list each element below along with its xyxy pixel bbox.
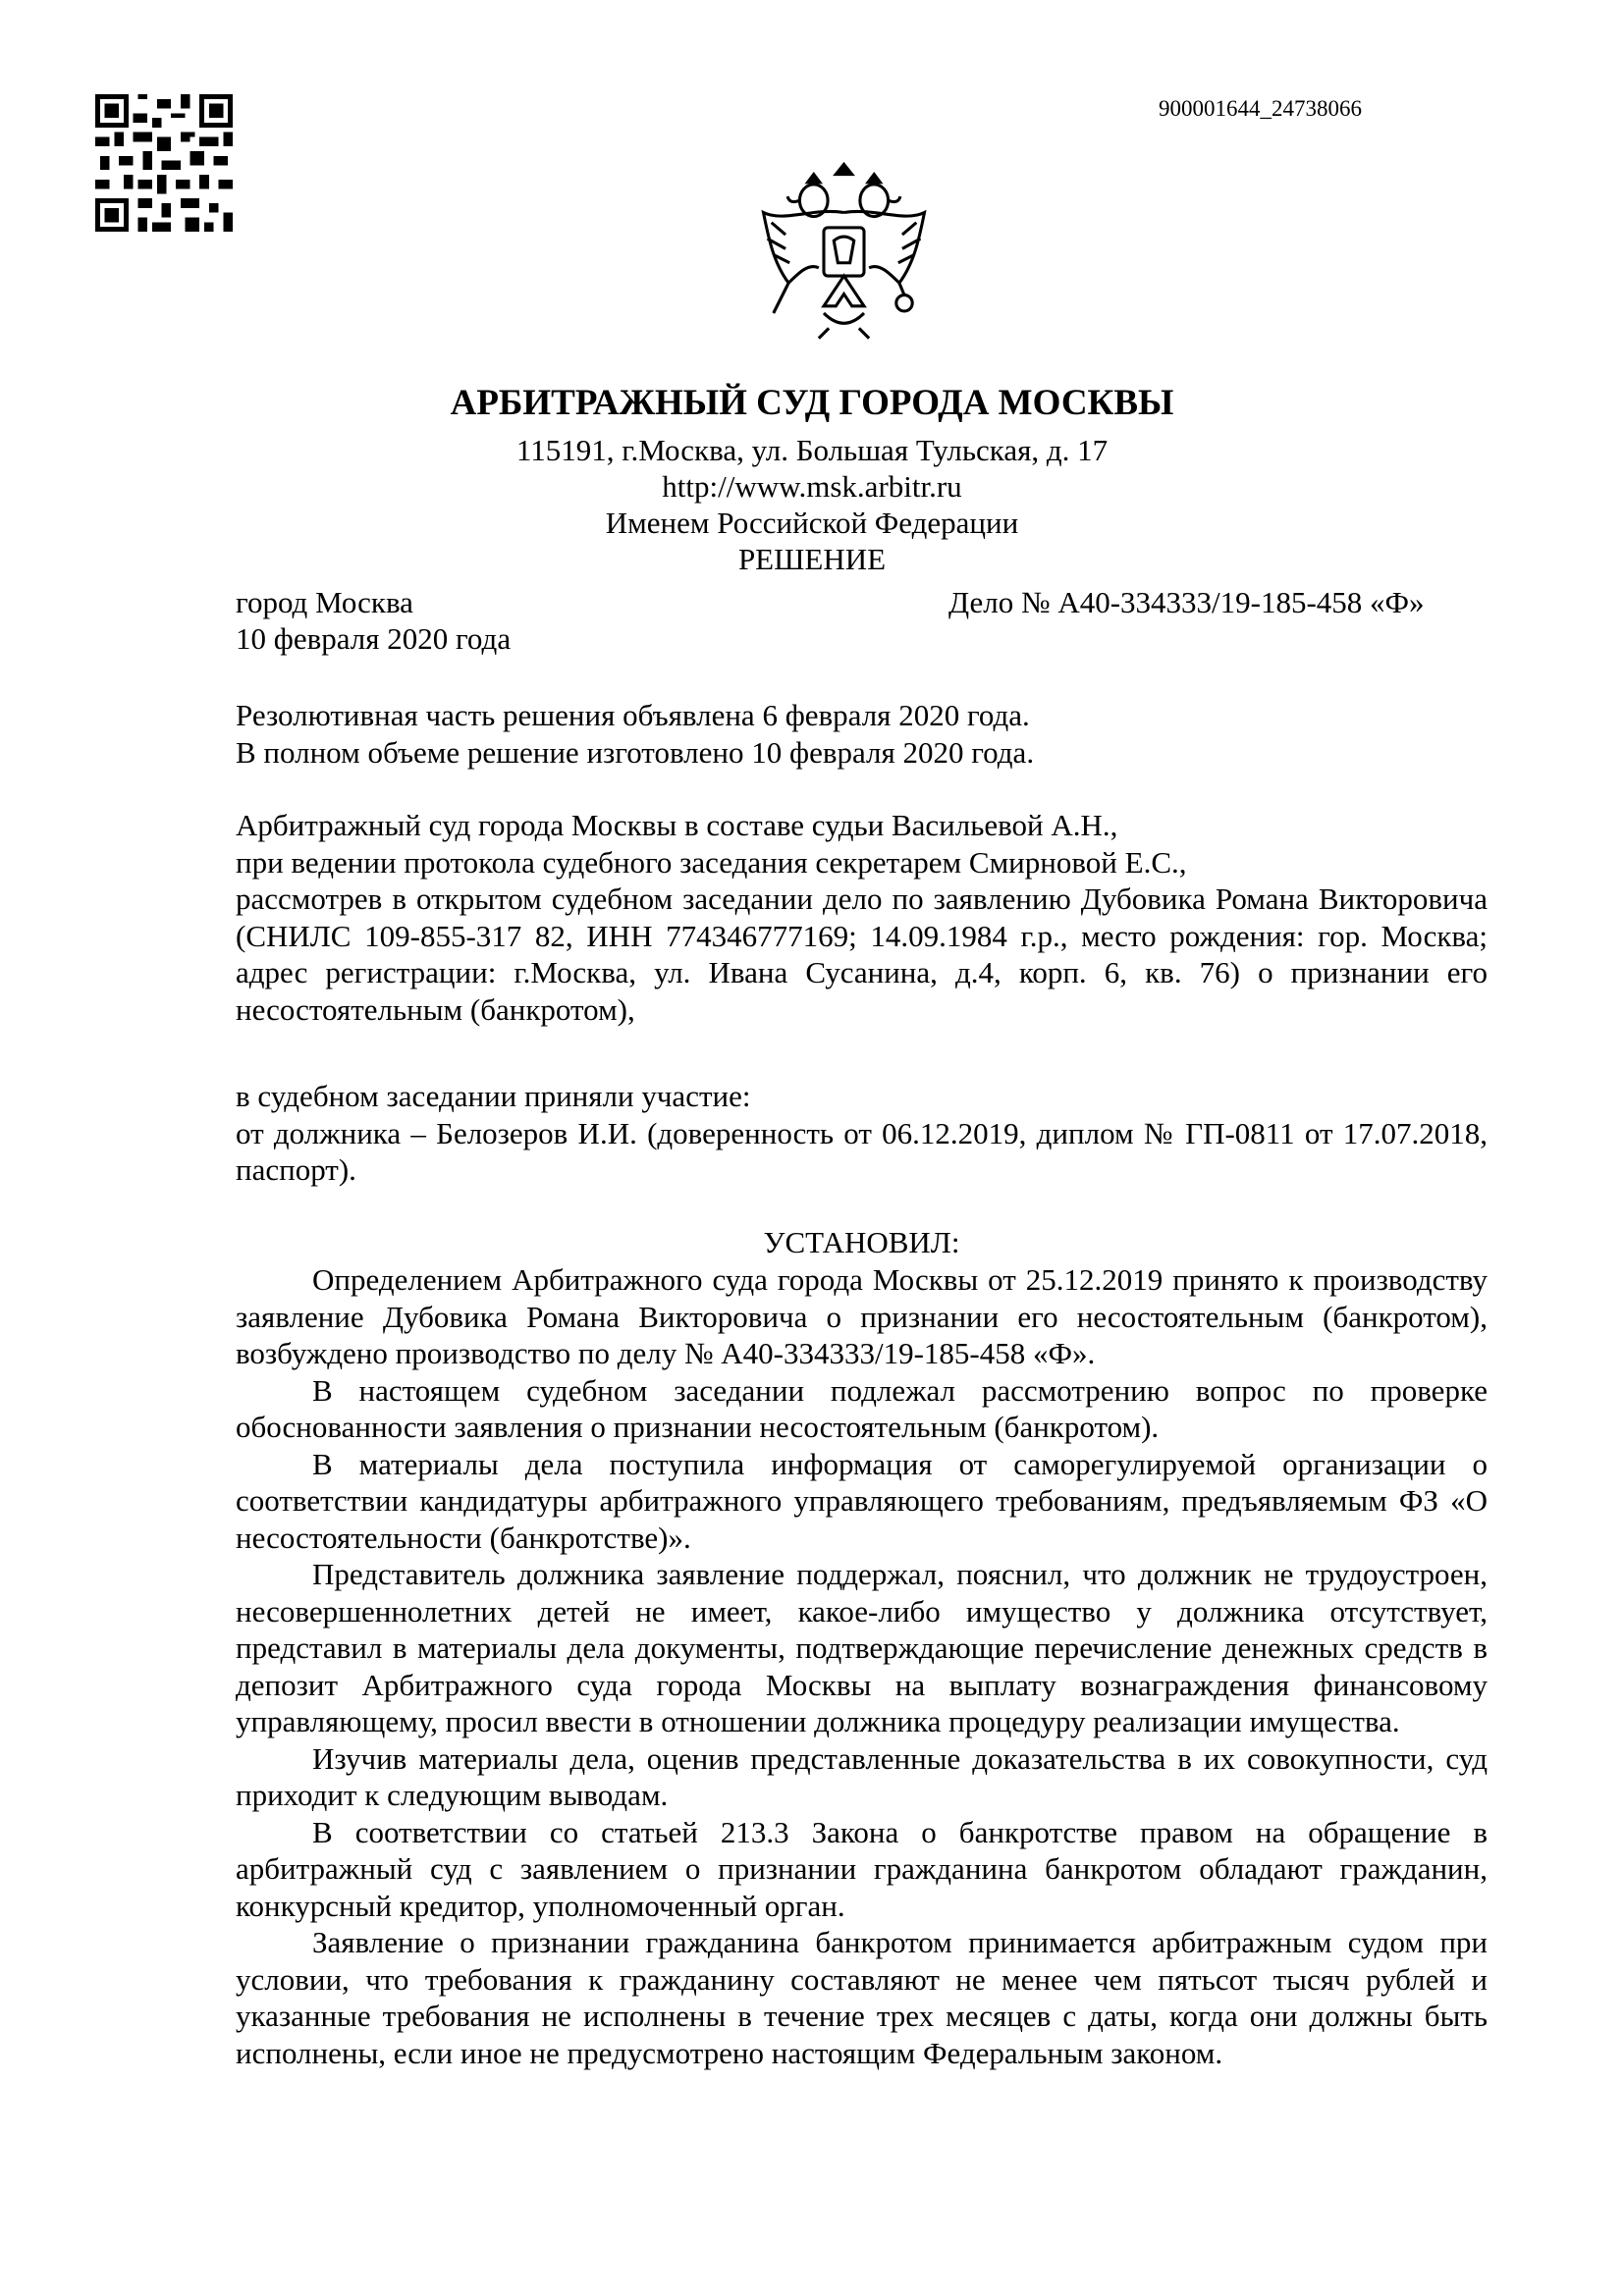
secretary-line: при ведении протокола судебного заседания секретарем Смирновой Е.С., [236, 844, 1187, 880]
russian-coat-of-arms-icon [743, 152, 945, 353]
paragraph: Определением Арбитражного суда города Москвы от 25.12.2019 принято к производству заявление Дубовика Романа Викторовича о признании его несостоятельным (банкротом), возбуждено производство по делу № А40-334333/19-185-458 «Ф». [236, 1262, 1488, 1370]
resolution-date-line: Резолютивная часть решения объявлена 6 февраля 2020 года. [236, 698, 1030, 732]
document-title: РЕШЕНИЕ [737, 542, 887, 576]
city: город Москва [236, 585, 413, 619]
document-id: 900001644_24738066 [1159, 96, 1362, 121]
paragraph: В материалы дела поступила информация от саморегулируемой организации о соответствии кандидатуры арбитражного управляющего требованиям, предъявляемым ФЗ «О несостоятельности (банкротстве)». [236, 1446, 1488, 1555]
court-composition: Арбитражный суд города Москвы в составе судьи Васильевой А.Н., [236, 808, 1118, 842]
established-heading: УСТАНОВИЛ: [763, 1225, 960, 1259]
paragraph: В настоящем судебном заседании подлежал рассмотрению вопрос по проверке обоснованности заявления о признании несостоятельным (банкротом). [236, 1372, 1488, 1444]
court-url[interactable]: http://www.msk.arbitr.ru [662, 469, 962, 504]
participants-text: от должника – Белозеров И.И. (доверенность от 06.12.2019, диплом № ГП-0811 от 17.07.2018, паспорт). [236, 1115, 1488, 1187]
participants-block [236, 1078, 1488, 1189]
case-number: Дело № А40-334333/19-185-458 «Ф» [948, 585, 1425, 619]
in-name-of-federation: Именем Российской Федерации [605, 506, 1019, 540]
decision-date: 10 февраля 2020 года [236, 621, 512, 656]
paragraph: В соответствии со статьей 213.3 Закона о банкротстве правом на обращение в арбитражный суд с заявлением о признании гражданина банкротом обладают гражданин, конкурсный кредитор, уполномоченный орган. [236, 1814, 1488, 1923]
qr-code-icon [95, 94, 233, 232]
paragraph: Заявление о признании гражданина банкротом принимается арбитражным судом при условии, что требования к гражданину составляют не менее чем пятьсот тысяч рублей и указанные требования не исполнены в течение трех месяцев с даты, когда они должны быть исполнены, если иное не предусмотрено настоящим Федеральным законом. [236, 1925, 1488, 2070]
paragraph: Изучив материалы дела, оценив представленные доказательства в их совокупности, суд приходит к следующим выводам. [236, 1740, 1488, 1812]
court-address: 115191, г.Москва, ул. Большая Тульская, д. 17 [515, 433, 1109, 467]
participants-label: в судебном заседании приняли участие: [236, 1079, 751, 1113]
case-consideration: рассмотрев в открытом судебном заседании дело по заявлению Дубовика Романа Викторовича (СНИЛС 109-855-317 82, ИНН 774346777169; 14.09.1984 г.р., место рождения: гор. Москва; адрес регистрации: г.Москва, ул. Ивана Сусанина, д.4, корп. 6, кв. 76) о признании его несостоятельным (банкротом), [236, 881, 1488, 1027]
paragraph: Представитель должника заявление поддержал, пояснил, что должник не трудоустроен, несовершеннолетних детей не имеет, какое-либо имущество у должника отсутствует, представил в материалы дела документы, подтверждающие перечисление денежных средств в депозит Арбитражного суда города Москвы на выплату вознаграждения финансовому управляющему, просил ввести в отношении должника процедуру реализации имущества. [236, 1557, 1488, 1738]
court-name: АРБИТРАЖНЫЙ СУД ГОРОДА МОСКВЫ [450, 383, 1174, 423]
court-composition-block [236, 807, 1488, 1028]
established-body [236, 1261, 1488, 2071]
full-decision-date-line: В полном объеме решение изготовлено 10 февраля 2020 года. [236, 734, 1035, 770]
announcement-block [236, 697, 1488, 771]
